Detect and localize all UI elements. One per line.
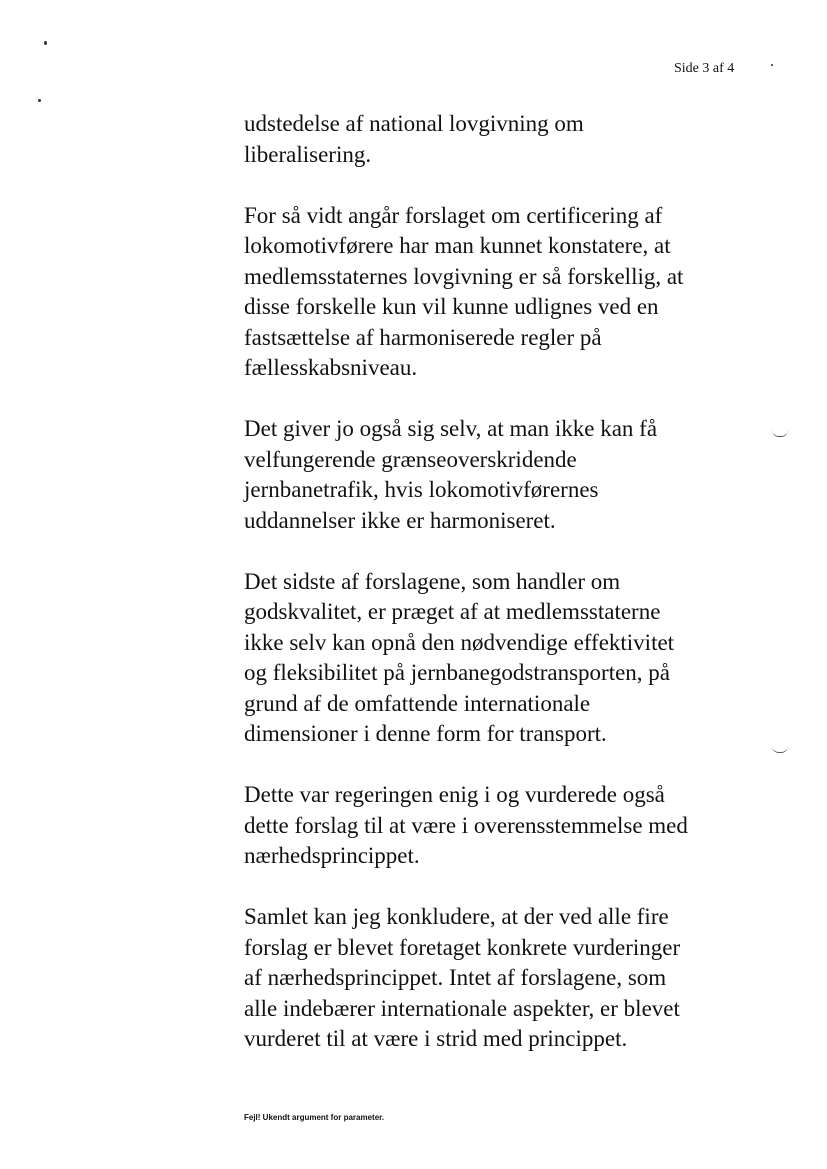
text-line: For så vidt angår forslaget om certificering af xyxy=(244,202,663,228)
text-line: uddannelser ikke er harmoniseret. xyxy=(244,507,556,533)
paragraph xyxy=(244,567,744,750)
text-line: grund af de omfattende internationale xyxy=(244,690,591,716)
scan-margin-mark xyxy=(772,430,788,437)
scan-speck xyxy=(44,41,47,45)
text-line: fællesskabsniveau. xyxy=(244,355,418,380)
text-line: ikke selv kan opnå den nødvendige effektivitet xyxy=(244,629,675,655)
paragraph xyxy=(244,201,744,384)
text-line: udstedelse af national lovgivning om xyxy=(244,111,584,136)
text-line: liberalisering. xyxy=(244,141,372,167)
document-body xyxy=(244,109,744,1085)
scan-speck xyxy=(38,99,41,102)
text-line: lokomotivførere har man kunnet konstatere, at xyxy=(244,233,671,258)
text-line: forslag er blevet foretaget konkrete vurderinger xyxy=(244,934,681,960)
text-line: dimensioner i denne form for transport. xyxy=(244,721,607,746)
text-line: Samlet kan jeg konkludere, at der ved alle fire xyxy=(244,904,669,929)
text-line: vurderet til at være i strid med princippet. xyxy=(244,1026,628,1051)
paragraph xyxy=(244,414,744,536)
text-line: fastsættelse af harmoniserede regler på xyxy=(244,324,602,350)
text-line: nærhedsprincippet. xyxy=(244,843,420,868)
text-line: Dette var regeringen enig i og vurderede også xyxy=(244,782,665,807)
scan-speck xyxy=(771,64,773,66)
text-line: medlemsstaternes lovgivning er så forskellig, at xyxy=(244,263,684,289)
paragraph xyxy=(244,109,744,170)
scan-margin-mark xyxy=(772,746,788,753)
text-line: Det giver jo også sig selv, at man ikke kan få xyxy=(244,416,658,441)
text-line: velfungerende grænseoverskridende xyxy=(244,446,577,472)
paragraph xyxy=(244,780,744,872)
page-number: Side 3 af 4 xyxy=(674,61,735,76)
text-line: disse forskelle kun vil kunne udlignes ved en xyxy=(244,294,659,319)
text-line: jernbanetrafik, hvis lokomotivførernes xyxy=(244,477,599,502)
paragraph xyxy=(244,902,744,1055)
text-line: Det sidste af forslagene, som handler om xyxy=(244,568,621,594)
footer-field-error: Fejl! Ukendt argument for parameter. xyxy=(244,1113,385,1122)
text-line: og fleksibilitet på jernbanegodstransporten, på xyxy=(244,660,671,685)
text-line: godskvalitet, er præget af at medlemsstaterne xyxy=(244,599,661,624)
text-line: af nærhedsprincippet. Intet af forslagene, som xyxy=(244,965,667,990)
text-line: alle indebærer internationale aspekter, er blevet xyxy=(244,995,680,1021)
text-line: dette forslag til at være i overensstemmelse med xyxy=(244,812,688,838)
